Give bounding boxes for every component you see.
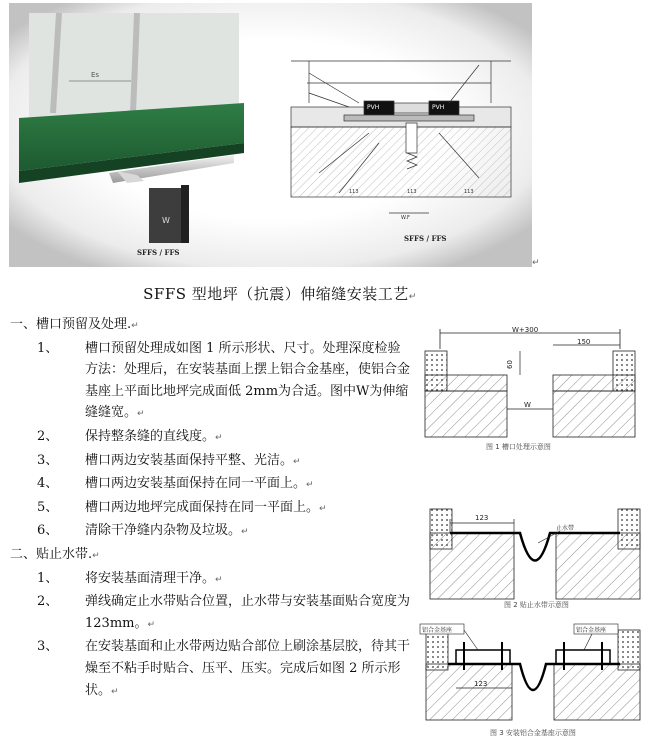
- hero-image: [9, 3, 532, 267]
- list-item: 2、 保持整条缝的直线度。↵: [37, 428, 223, 444]
- list-item: 1、 将安装基面清理干净。↵: [37, 570, 223, 586]
- fig3-dim-123: 123: [474, 680, 488, 688]
- fig1-caption: 图 1 槽口处理示意图: [486, 443, 551, 451]
- return-mark: ↵: [532, 258, 540, 268]
- list-item: 1、 槽口预留处理成如图 1 所示形状、尺寸。处理深度检验方法：处理后，在安装基面上摆上铝合金基座，使铝合金基座上平面比地坪完成面低 2mm为合适。图中W为伸缩缝缝宽。↵: [37, 340, 411, 421]
- fig1-label-w: W: [524, 401, 531, 409]
- list-item: 2、 弹线确定止水带贴合位置，止水带与安装基面贴合宽度为 123mm。↵: [37, 594, 411, 631]
- label-w: W: [162, 216, 170, 225]
- figure-3-drawing: [416, 620, 642, 740]
- fig2-label-center: 止水带: [556, 525, 575, 532]
- dim-c: 113: [464, 189, 474, 195]
- page-title: SFFS 型地坪（抗震）伸缩缝安装工艺↵: [143, 285, 417, 303]
- fig1-top-dim: W+300: [512, 326, 539, 334]
- fig3-label-left: 铝合金基座: [422, 627, 453, 634]
- fig2-dim-123: 123: [475, 514, 489, 522]
- figure-3: [416, 620, 642, 744]
- fig3-caption: 图 3 安装铝合金基座示意图: [490, 729, 576, 737]
- list-item: 5、 槽口两边地坪完成面保持在同一平面上。↵: [37, 499, 327, 515]
- right-caption: SFFS / FFS: [404, 234, 447, 243]
- label-es: Es: [91, 71, 100, 79]
- list-item: 3、 槽口两边安装基面保持平整、光洁。↵: [37, 452, 301, 468]
- list-item: 4、 槽口两边安装基面保持在同一平面上。↵: [37, 476, 314, 492]
- list-item: 6、 清除干净缝内杂物及垃圾。↵: [37, 523, 249, 539]
- return-mark: ↵: [408, 292, 417, 302]
- section-heading: 二、贴止水带.↵: [10, 546, 100, 562]
- procedure-text: [10, 314, 410, 703]
- bottom-label: W.F: [401, 215, 410, 221]
- figure-2: [420, 503, 642, 615]
- left-caption: SFFS / FFS: [137, 248, 180, 257]
- section-heading: 一、槽口预留及处理.↵: [10, 317, 139, 332]
- fig2-caption: 图 2 贴止水带示意图: [504, 601, 569, 609]
- figure-1: [420, 323, 642, 457]
- figure-1-drawing: [420, 323, 642, 453]
- fig1-dim-150: 150: [577, 338, 591, 346]
- figure-2-drawing: [420, 503, 642, 611]
- fig1-dim-60: 60: [506, 360, 514, 369]
- dim-a: 113: [349, 189, 359, 195]
- logo-left: PVH: [367, 104, 380, 111]
- fig3-label-right: 铝合金基座: [576, 627, 607, 634]
- list-item: 3、 在安装基面和止水带两边贴合部位上刷涂基层胶，待其干燥至不粘手时贴合、压平、压实。完成后如图 2 所示形状。↵: [37, 639, 411, 698]
- dim-b: 113: [407, 189, 417, 195]
- hero-illustration: [9, 3, 532, 267]
- logo-right: PVH: [432, 104, 445, 111]
